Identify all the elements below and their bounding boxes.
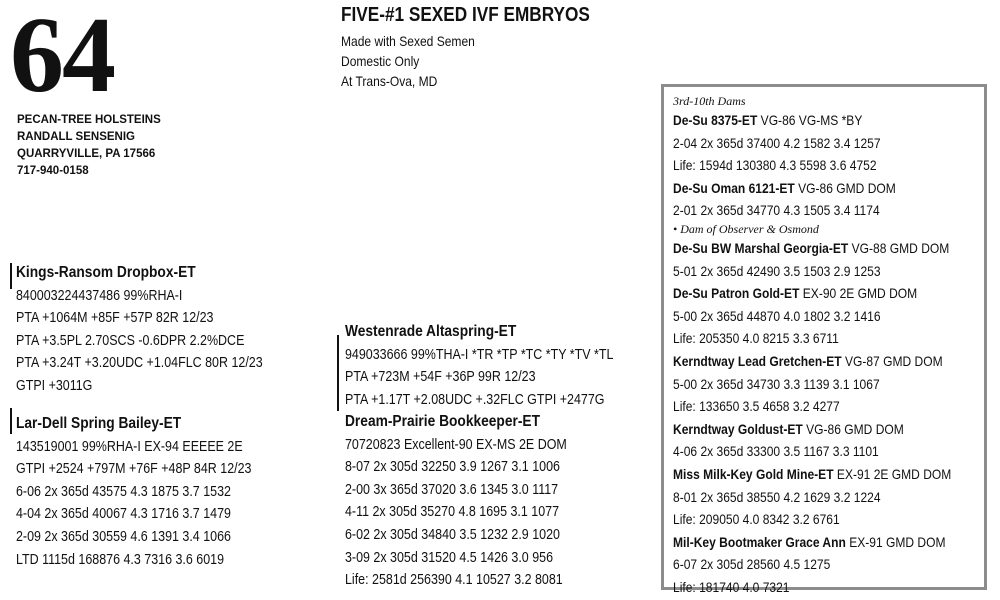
mgs-line: 949033666 99%THA-I *TR *TP *TC *TY *TV *TL — [345, 346, 614, 363]
lot-number: 64 — [10, 0, 114, 115]
dam-entry-record: Life: 133650 3.5 4658 3.2 4277 — [673, 398, 840, 415]
dam-entry-record: Life: 205350 4.0 8215 3.3 6711 — [673, 330, 839, 347]
dam-entry-record: 5-00 2x 365d 44870 4.0 1802 3.2 1416 — [673, 307, 881, 324]
sire-name: Kings-Ransom Dropbox-ET — [16, 264, 196, 281]
mgd-record: 6-02 2x 305d 34840 3.5 1232 2.9 1020 — [345, 526, 560, 543]
mgd-record: 3-09 2x 305d 31520 4.5 1426 3.0 956 — [345, 549, 554, 566]
dam-entry-heading — [673, 418, 940, 441]
dam-entry-name: Kerndtway Lead Gretchen-ET — [673, 352, 842, 369]
dam-line: GTPI +2524 +797M +76F +48P 84R 12/23 — [16, 461, 252, 478]
dams-box — [661, 84, 987, 595]
offering-line: Domestic Only — [341, 53, 420, 69]
sire-block — [16, 262, 303, 398]
mgd-record: 4-11 2x 305d 35270 4.8 1695 3.1 1077 — [345, 504, 560, 521]
dam-lifetime: LTD 1115d 168876 4.3 7316 3.6 6019 — [16, 551, 225, 568]
dam-entry-class: VG-88 GMD DOM — [851, 239, 950, 256]
consignor-location: QUARRYVILLE, PA 17566 — [17, 148, 156, 160]
consignor-owner: RANDALL SENSENIG — [17, 131, 135, 143]
sire-line: 840003224437486 99%RHA-I — [16, 287, 183, 304]
dam-entry-heading — [673, 350, 943, 373]
mgd-name: Dream-Prairie Bookkeeper-ET — [345, 413, 541, 430]
dam-entry-class: EX-91 2E GMD DOM — [836, 465, 952, 482]
dam-entry-record: Life: 209050 4.0 8342 3.2 6761 — [673, 511, 840, 528]
dam-entry-record: 2-04 2x 365d 37400 4.2 1582 3.4 1257 — [673, 134, 881, 151]
consignor-info — [17, 112, 161, 180]
dam-entry-record: 5-00 2x 365d 34730 3.3 1139 3.1 1067 — [673, 375, 880, 392]
offering-details — [341, 31, 497, 91]
dam-entry-class: EX-90 2E GMD DOM — [802, 285, 918, 302]
dam-entry-heading — [673, 109, 940, 132]
dam-entry-record: Life: 181740 4.0 7321 — [673, 578, 790, 595]
dam-entry-class: VG-87 GMD DOM — [844, 352, 943, 369]
dam-block — [16, 413, 290, 571]
consignor-farm: PECAN-TREE HOLSTEINS — [17, 114, 161, 126]
dam-entry-heading — [673, 237, 950, 260]
dam-name: Lar-Dell Spring Bailey-ET — [16, 415, 182, 432]
maternal-grandsire-block — [345, 321, 657, 411]
offering-line: Made with Sexed Semen — [341, 33, 475, 49]
dam-entry-record: Life: 1594d 130380 4.3 5598 3.6 4752 — [673, 157, 877, 174]
dam-entry-class: VG-86 GMD DOM — [806, 420, 904, 437]
mgd-record: 2-00 3x 365d 37020 3.6 1345 3.0 1117 — [345, 481, 559, 498]
dam-entry-class: VG-86 GMD DOM — [798, 179, 896, 196]
dam-entry-heading — [673, 177, 940, 200]
dam-entry-name: De-Su 8375-ET — [673, 112, 758, 128]
dam-record: 4-04 2x 365d 40067 4.3 1716 3.7 1479 — [16, 506, 231, 523]
dam-entry-heading — [673, 531, 946, 554]
sire-line: PTA +1064M +85F +57P 82R 12/23 — [16, 310, 214, 327]
mgd-line: 70720823 Excellent-90 EX-MS 2E DOM — [345, 436, 567, 453]
mgd-lifetime: Life: 2581d 256390 4.1 10527 3.2 8081 — [345, 572, 563, 589]
offering-title: FIVE-#1 SEXED IVF EMBRYOS — [341, 4, 590, 26]
dam-entry-heading — [673, 282, 940, 305]
sire-line: GTPI +3011G — [16, 377, 93, 394]
sire-line: PTA +3.24T +3.20UDC +1.04FLC 80R 12/23 — [16, 355, 263, 372]
dam-entry-name: Kerndtway Goldust-ET — [673, 420, 803, 437]
dam-entry-class: VG-86 VG-MS *BY — [760, 112, 863, 128]
dam-entry-record: 6-07 2x 305d 28560 4.5 1275 — [673, 556, 831, 573]
dam-entry-record: 2-01 2x 365d 34770 4.3 1505 3.4 1174 — [673, 202, 880, 219]
dam-entry-record: 8-01 2x 365d 38550 4.2 1629 3.2 1224 — [673, 488, 881, 505]
consignor-phone: 717-940-0158 — [17, 165, 89, 177]
dam-line: 143519001 99%RHA-I EX-94 EEEEE 2E — [16, 438, 243, 455]
dam-bracket — [10, 408, 12, 434]
dam-entry-name: De-Su BW Marshal Georgia-ET — [673, 239, 849, 256]
dam-entry-record: 5-01 2x 365d 42490 3.5 1503 2.9 1253 — [673, 262, 881, 279]
offering-line: At Trans-Ova, MD — [341, 73, 438, 89]
mgs-line: PTA +1.17T +2.08UDC +.32FLC GTPI +2477G — [345, 391, 605, 408]
mgs-bracket — [337, 335, 339, 411]
mgd-record: 8-07 2x 305d 32250 3.9 1267 3.1 1006 — [345, 459, 560, 476]
dam-entry-name: De-Su Oman 6121-ET — [673, 179, 795, 196]
dams-box-title: 3rd-10th Dams — [673, 94, 746, 108]
mgs-line: PTA +723M +54F +36P 99R 12/23 — [345, 369, 536, 386]
dam-entry-name: De-Su Patron Gold-ET — [673, 285, 800, 302]
dam-record: 6-06 2x 365d 43575 4.3 1875 3.7 1532 — [16, 483, 231, 500]
mgs-name: Westenrade Altaspring-ET — [345, 323, 517, 340]
dam-record: 2-09 2x 365d 30559 4.6 1391 3.4 1066 — [16, 528, 231, 545]
dam-entry-heading — [673, 463, 952, 486]
sire-bracket — [10, 263, 12, 289]
sire-line: PTA +3.5PL 2.70SCS -0.6DPR 2.2%DCE — [16, 332, 245, 349]
dam-entry-name: Miss Milk-Key Gold Mine-ET — [673, 465, 834, 482]
dam-entry-class: EX-91 GMD DOM — [849, 533, 946, 550]
dam-entry-note: • Dam of Observer & Osmond — [673, 221, 819, 236]
dam-entry-record: 4-06 2x 365d 33300 3.5 1167 3.3 1101 — [673, 443, 879, 460]
maternal-granddam-block — [345, 411, 603, 592]
dam-entry-name: Mil-Key Bootmaker Grace Ann — [673, 533, 846, 550]
